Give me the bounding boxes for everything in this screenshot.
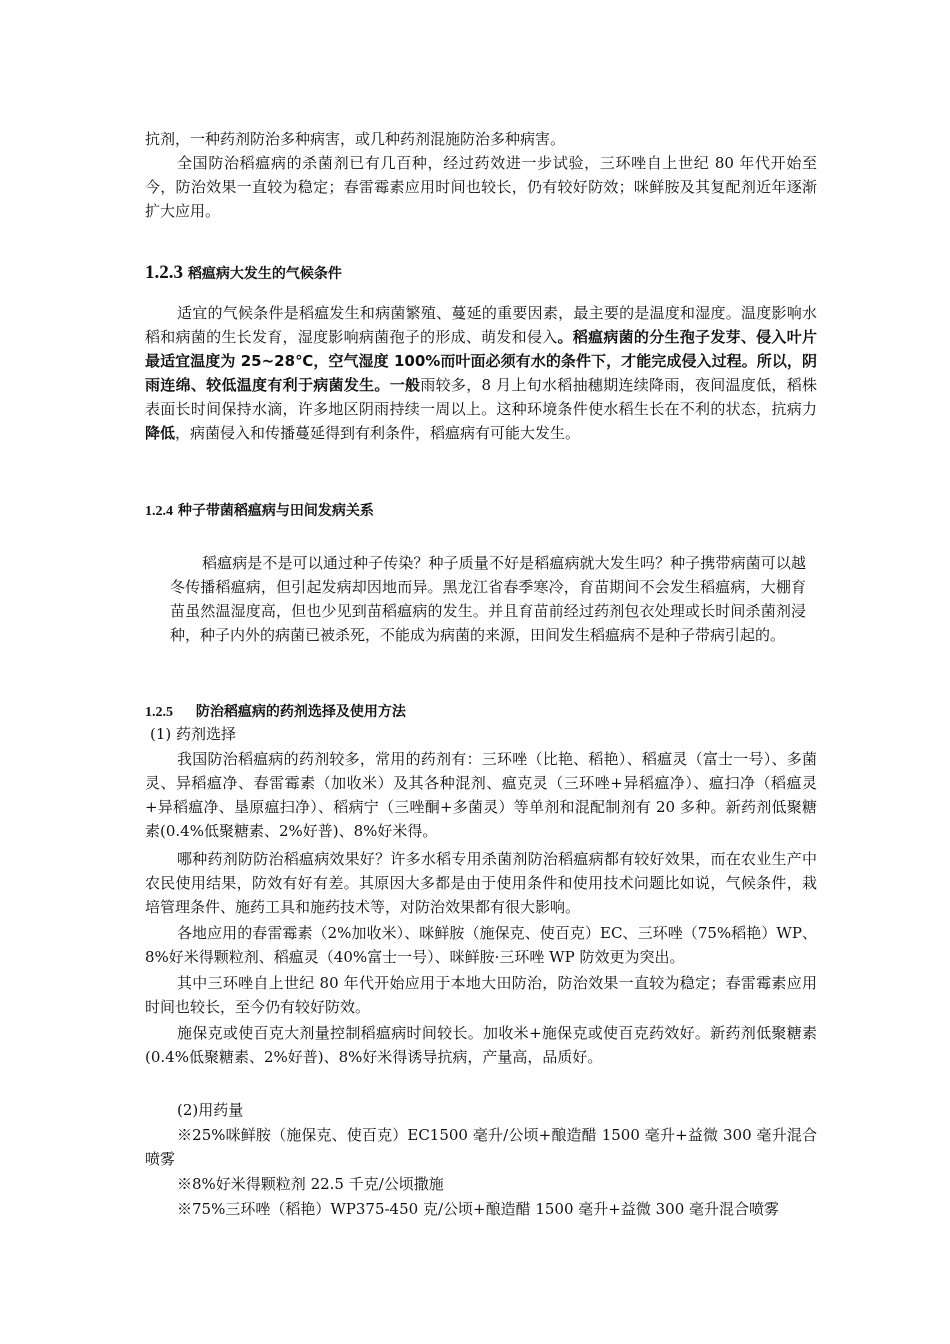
paragraph-applied-drugs: 各地应用的春雷霉素（2%加收米）、咪鲜胺（施保克、使百克）EC、三环唑（75%稻艳）WP、8%好米得颗粒剂、稻瘟灵（40%富士一号）、咪鲜胺·三环唑 WP 防效更为突出。	[145, 924, 817, 966]
dosage-item-2: ※8%好米得颗粒剂 22.5 千克/公顷撒施	[177, 1175, 444, 1193]
section-title: 防治稻瘟病的药剂选择及使用方法	[195, 704, 406, 720]
dosage-item-3: ※75%三环唑（稻艳）WP375-450 克/公顷+酿造醋 1500 毫升+益微 300 毫升混合喷雾	[177, 1200, 780, 1218]
section-title: 种子带菌稻瘟病与田间发病关系	[177, 503, 374, 519]
dosage-item-1: ※25%咪鲜胺（施保克、使百克）EC1500 毫升/公顷+酿造醋 1500 毫升+益微 300 毫升混合喷雾	[145, 1126, 817, 1168]
paragraph-climate-conditions	[145, 301, 817, 445]
paragraph-common-drugs: 我国防治稻瘟病的药剂较多，常用的药剂有：三环唑（比艳、稻艳）、稻瘟灵（富士一号）、多菌灵、异稻瘟净、春雷霉素（加收米）及其各种混剂、瘟克灵（三环唑+异稻瘟净）、瘟扫净（稻瘟灵+异稻瘟净、垦原瘟扫净）、稻病宁（三唑酮+多菌灵）等单剂和混配制剂有 20 多种。新药剂低聚糖素(0.4%低聚糖素、2%好普)、8%好米得。	[145, 750, 817, 840]
section-number: 1.2.3	[145, 262, 183, 283]
paragraph-seed-borne: 稻瘟病是不是可以通过种子传染？种子质量不好是稻瘟病就大发生吗？种子携带病菌可以越冬传播稻瘟病，但引起发病却因地而异。黑龙江省春季寒冷，育苗期间不会发生稻瘟病，大棚育苗虽然温湿度高，但也少见到苗稻瘟病的发生。并且育苗前经过药剂包衣处理或长时间杀菌剂浸种，种子内外的病菌已被杀死，不能成为病菌的来源，田间发生稻瘟病不是种子带病引起的。	[170, 554, 806, 644]
section-heading-1-2-3	[145, 262, 817, 285]
paragraph-national-fungicides: 全国防治稻瘟病的杀菌剂已有几百种，经过药效进一步试验，三环唑自上世纪 80 年代开始至今，防治效果一直较为稳定；春雷霉素应用时间也较长，仍有较好防效；咪鲜胺及其复配剂近年逐渐扩大应用。	[145, 154, 817, 220]
section-number: 1.2.4	[145, 504, 173, 519]
section-number: 1.2.5	[145, 705, 173, 720]
paragraph-effectiveness: 哪种药剂防防治稻瘟病效果好？许多水稻专用杀菌剂防治稻瘟病都有较好效果，而在农业生产中农民使用结果，防效有好有差。其原因大多都是由于使用条件和使用技术问题比如说，气候条件，栽培管理条件、施药工具和施药技术等，对防治效果都有很大影响。	[145, 850, 817, 916]
climate-text-bold2: 降低	[145, 424, 176, 442]
section-heading-1-2-5	[145, 701, 817, 724]
climate-text-bold: 。稻瘟病菌的分生孢子发芽、侵入叶片最适宜温度为 25~28℃，空气湿度 100%而叶面必须有水的条件下，才能完成侵入过程。所以，阴雨连绵、较低温度有利于病菌发生。一般	[145, 328, 817, 394]
paragraph-tricyclazole: 其中三环唑自上世纪 80 年代开始应用于本地大田防治，防治效果一直较为稳定；春雷霉素应用时间也较长，至今仍有较好防效。	[145, 974, 817, 1016]
paragraph-prochloraz: 施保克或使百克大剂量控制稻瘟病时间较长。加收米+施保克或使百克药效好。新药剂低聚糖素(0.4%低聚糖素、2%好普)、8%好米得诱导抗病，产量高，品质好。	[145, 1024, 817, 1066]
section-heading-1-2-4	[145, 500, 817, 523]
climate-text-c: ，病菌侵入和传播蔓延得到有利条件，稻瘟病有可能大发生。	[175, 424, 581, 442]
climate-text-b: 雨较多，8 月上旬水稻抽穗期连续降雨，夜间温度低，稻株表面长时间保持水滴，许多地区阴雨持续一周以上。这种环境条件使水稻生长在不利的状态，抗病力	[145, 376, 817, 418]
climate-text-a: 适宜的气候条件是稻瘟发生和病菌繁殖、蔓延的重要因素，最主要的是温度和湿度。温度影响水稻和病菌的生长发育，湿度影响病菌孢子的形成、萌发和侵入	[145, 304, 817, 346]
subheading-drug-selection: (1) 药剂选择	[150, 725, 237, 743]
subheading-dosage: (2)用药量	[177, 1101, 244, 1119]
paragraph-intro: 抗剂，一种药剂防治多种病害，或几种药剂混施防治多种病害。	[145, 130, 566, 148]
section-title: 稻瘟病大发生的气候条件	[187, 266, 342, 282]
